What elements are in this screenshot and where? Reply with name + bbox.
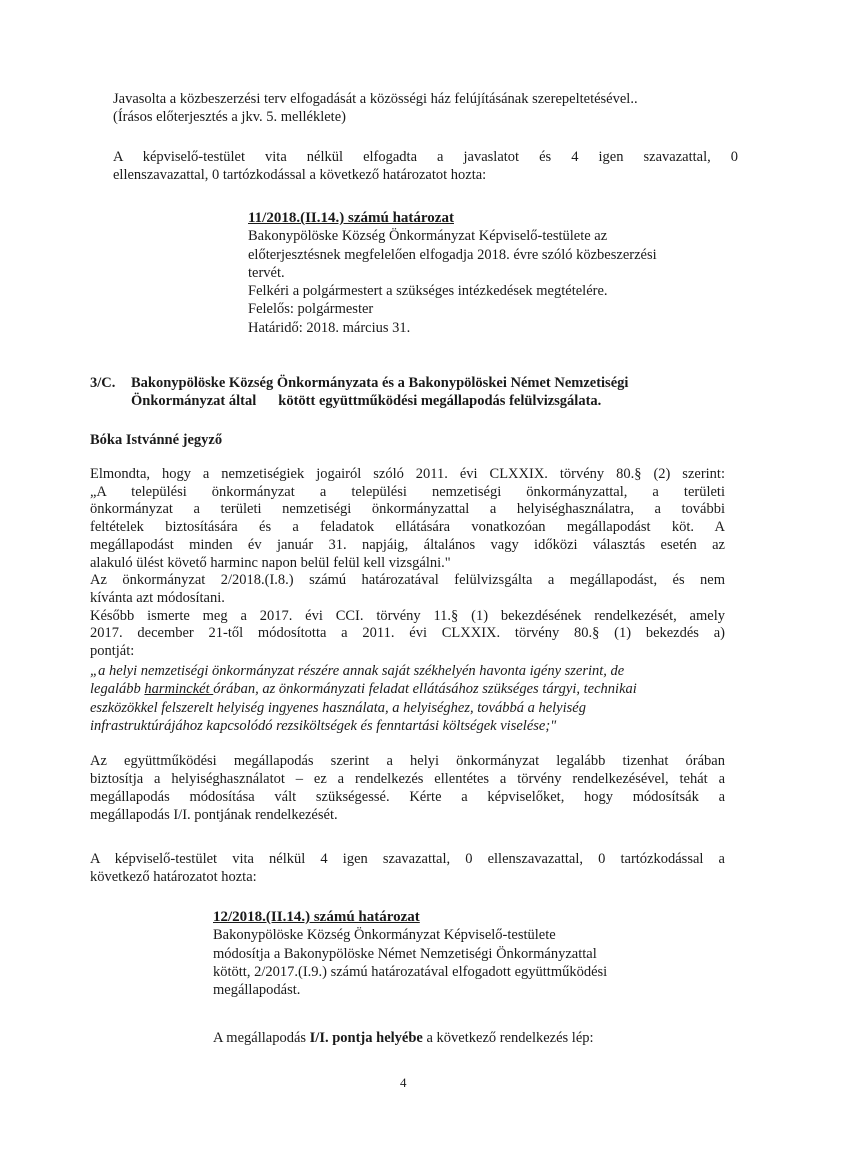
resolution2-line-1: Bakonypölöske Község Önkormányzat Képviselő-testülete xyxy=(213,927,556,944)
intro-line-2: (Írásos előterjesztés a jkv. 5. melléklete) xyxy=(113,109,346,125)
resolution1-line-5: Felelős: polgármester xyxy=(248,301,374,318)
body1-line-5: megállapodást minden év január 31. napjáig, általános vagy időközi választás esetén az xyxy=(90,536,725,553)
section-title-line-2a: Önkormányzat által xyxy=(131,393,257,409)
quote-line-2 xyxy=(90,680,637,698)
resolution-block-1 xyxy=(248,209,657,337)
resolution1-line-6: Határidő: 2018. március 31. xyxy=(248,319,411,336)
quote-line-2b: órában, az önkormányzati feladat ellátásához szükséges tárgyi, technikai xyxy=(213,681,637,698)
body1-line-4: feltételek biztosítására és a feladatok ellátására vonatkozóan megállapodást köt. A xyxy=(90,519,725,536)
resolution1-title: 11/2018.(II.14.) számú határozat xyxy=(248,210,454,226)
section-title xyxy=(131,374,628,410)
body-paragraph-2 xyxy=(90,752,725,824)
vote-paragraph-1 xyxy=(113,148,738,184)
vote2-line-1: A képviselő-testület vita nélkül 4 igen szavazattal, 0 ellenszavazattal, 0 tartózkodással a xyxy=(90,851,725,867)
body1-line-7: Az önkormányzat 2/2018.(I.8.) számú határozatával felülvizsgálta a megállapodást, és nem xyxy=(90,572,725,589)
vote-paragraph-2 xyxy=(90,850,725,886)
vote2-line-2: következő határozatot hozta: xyxy=(90,869,257,885)
quote-line-3: eszközökkel felszerelt helyiség ingyenes használata, a helyiséghez, továbbá a helyiség xyxy=(90,699,586,716)
resolution1-line-2: előterjesztésnek megfelelően elfogadja 2018. évre szóló közbeszerzési xyxy=(248,246,657,263)
resolution2-line-4: megállapodást. xyxy=(213,982,301,999)
body1-line-9: Később ismerte meg a 2017. évi CCI. törvény 11.§ (1) bekezdésének rendelkezését, amely xyxy=(90,607,725,624)
intro-line-1: Javasolta a közbeszerzési terv elfogadását a közösségi ház felújításának szerepeltetésével.. xyxy=(113,91,638,107)
law-quote xyxy=(90,662,637,735)
section-number: 3/C. xyxy=(90,375,116,391)
quote-line-1: „a helyi nemzetiségi önkormányzat részére annak saját székhelyén havonta igény szerint, de xyxy=(90,663,625,679)
body2-line-2: biztosítja a helyiséghasználatot – ez a rendelkezés ellentétes a törvény rendelkezésével, tehát a xyxy=(90,771,725,787)
final-line xyxy=(213,1029,594,1047)
resolution1-line-3: tervét. xyxy=(248,264,285,281)
resolution2-line-3: kötött, 2/2017.(I.9.) számú határozatával elfogadott együttműködési xyxy=(213,963,608,980)
final-part-b: a következő rendelkezés lép: xyxy=(422,1030,594,1046)
body1-line-2: „A települési önkormányzat a települési nemzetiségi önkormányzattal, a területi xyxy=(90,483,725,500)
resolution1-line-4: Felkéri a polgármestert a szükséges intézkedések megtételére. xyxy=(248,283,608,300)
body1-line-10: 2017. december 21-től módosította a 2011. évi CLXXIX. törvény 80.§ (1) bekezdés a) xyxy=(90,625,725,642)
resolution2-title: 12/2018.(II.14.) számú határozat xyxy=(213,909,420,925)
speaker: Bóka Istvánné jegyző xyxy=(90,432,223,448)
quote-underlined-word: harminckét xyxy=(144,681,214,698)
final-part-a: A megállapodás xyxy=(213,1030,310,1046)
body-paragraph-1 xyxy=(90,466,725,661)
resolution1-line-1: Bakonypölöske Község Önkormányzat Képviselő-testülete az xyxy=(248,228,608,245)
section-title-line-2b: kötött együttműködési megállapodás felülvizsgálata. xyxy=(278,393,602,409)
body1-line-8: kívánta azt módosítani. xyxy=(90,589,225,606)
final-part-bold: I/I. pontja helyébe xyxy=(309,1030,423,1046)
body1-line-3: önkormányzat a területi nemzetiségi önkormányzattal a helyiséghasználatra, a további xyxy=(90,501,725,518)
body2-line-4: megállapodás I/I. pontjának rendelkezését. xyxy=(90,807,338,823)
body2-line-3: megállapodás módosítása vált szükségessé. Kérte a képviselőket, hogy módosítsák a xyxy=(90,789,725,805)
body1-line-11: pontját: xyxy=(90,643,135,660)
body2-line-1: Az együttműködési megállapodás szerint a helyi önkormányzat legalább tizenhat órában xyxy=(90,753,725,769)
body1-line-1: Elmondta, hogy a nemzetiségiek jogairól szóló 2011. évi CLXXIX. törvény 80.§ (2) szerint: xyxy=(90,466,725,482)
section-title-line-1: Bakonypölöske Község Önkormányzata és a Bakonypölöskei Német Nemzetiségi xyxy=(131,375,629,391)
vote1-line-2: ellenszavazattal, 0 tartózkodással a következő határozatot hozta: xyxy=(113,167,487,183)
page-number: 4 xyxy=(400,1075,407,1090)
section-title-line-2 xyxy=(131,392,628,410)
quote-line-4: infrastruktúrájához kapcsolódó rezsiköltségek és fenntartási költségek viselése;" xyxy=(90,717,557,734)
intro-paragraph xyxy=(113,90,638,126)
body1-line-6: alakuló ülést követő harminc napon belül felül kell vizsgálni." xyxy=(90,554,451,571)
quote-line-2a: legalább xyxy=(90,681,145,698)
resolution2-line-2: módosítja a Bakonypölöske Német Nemzetiségi Önkormányzattal xyxy=(213,945,597,962)
resolution-block-2 xyxy=(213,908,607,999)
vote1-line-1: A képviselő-testület vita nélkül elfogadta a javaslatot és 4 igen szavazattal, 0 xyxy=(113,149,738,165)
